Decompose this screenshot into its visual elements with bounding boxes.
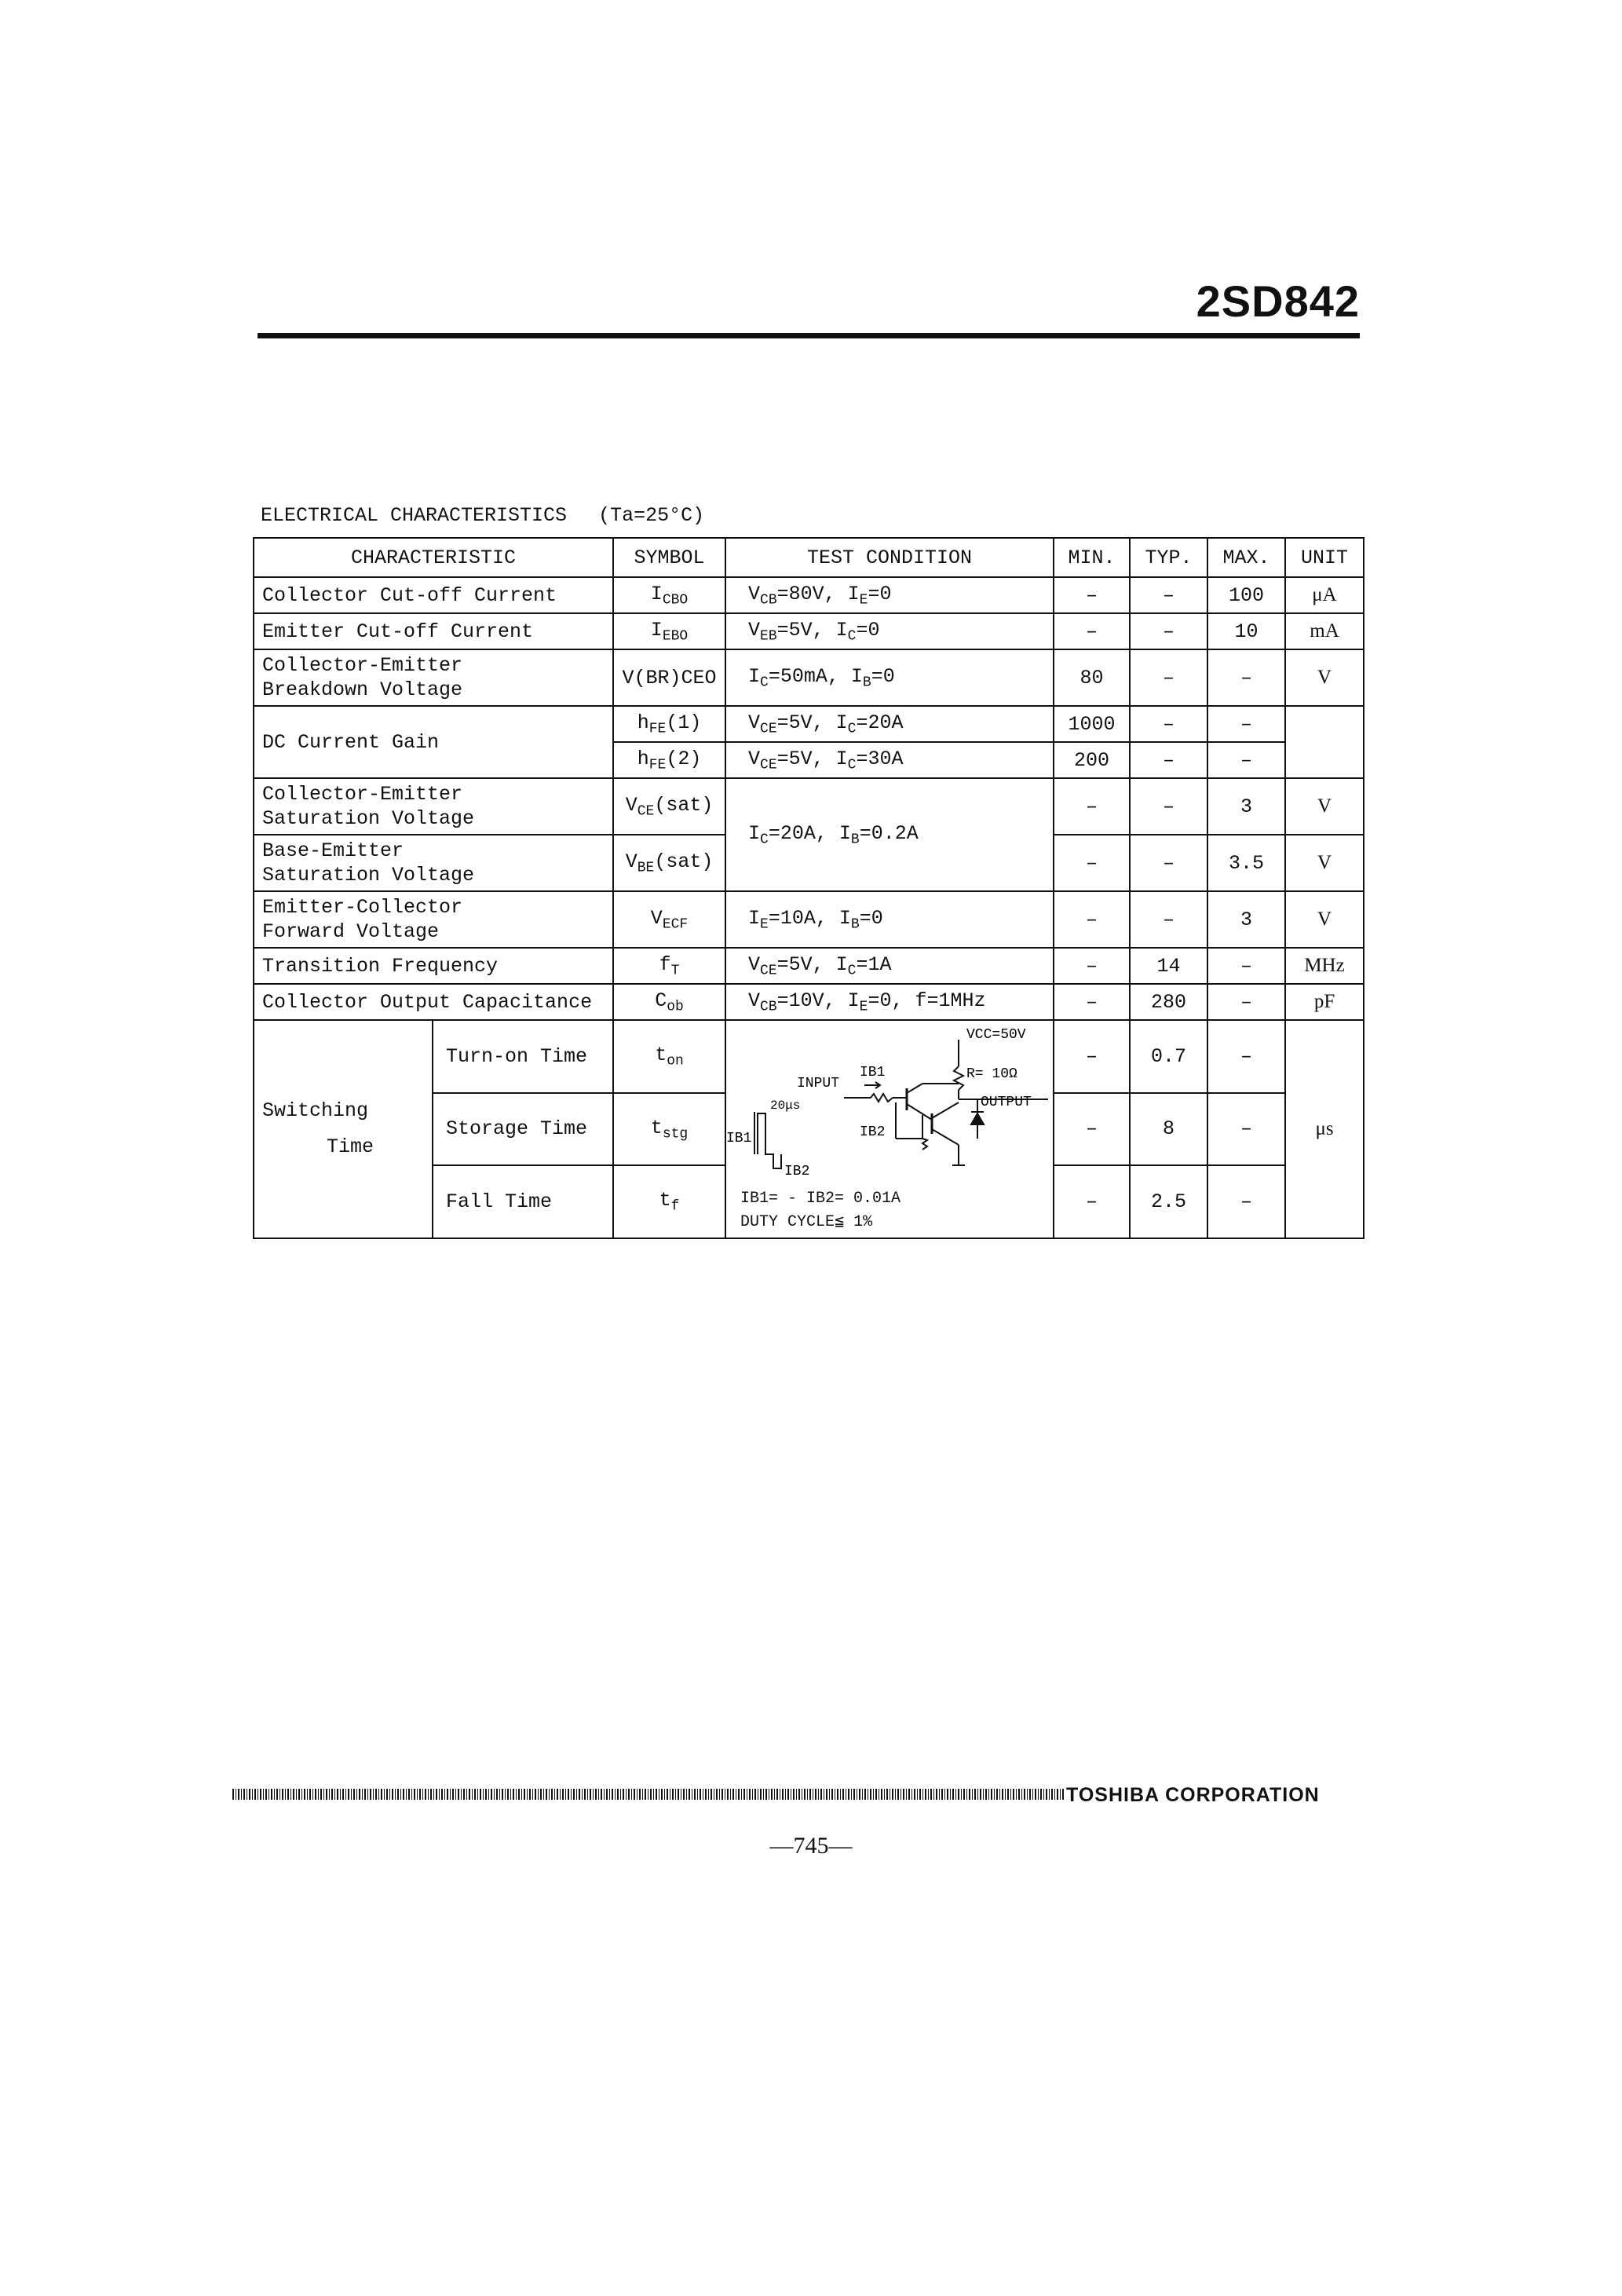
test-condition bbox=[725, 706, 1054, 742]
cond-b-sub: C bbox=[847, 628, 857, 645]
pulse-width-label: 20μs bbox=[770, 1099, 801, 1113]
symbol-sub: FE bbox=[648, 721, 667, 737]
char-name: DC Current Gain bbox=[254, 706, 613, 778]
max-value: 10 bbox=[1207, 613, 1285, 649]
test-condition bbox=[725, 577, 1054, 613]
cond-b-sub: C bbox=[847, 963, 857, 979]
symbol bbox=[613, 948, 725, 984]
symbol-sub: T bbox=[670, 963, 680, 979]
unit: V bbox=[1285, 778, 1364, 835]
header-min: MIN. bbox=[1054, 538, 1130, 577]
footer-company: TOSHIBA CORPORATION bbox=[1066, 1784, 1320, 1806]
char-name-line-2: Saturation Voltage bbox=[262, 807, 475, 830]
symbol-main: V bbox=[625, 850, 637, 873]
cond-c: =30A bbox=[856, 747, 904, 770]
typ-value: – bbox=[1130, 613, 1207, 649]
typ-value: 280 bbox=[1130, 984, 1207, 1020]
max-value: 3 bbox=[1207, 778, 1285, 835]
cond-a-sub: EB bbox=[760, 628, 777, 645]
min-value: – bbox=[1054, 891, 1130, 948]
cond-b: =80V, I bbox=[776, 582, 860, 605]
char-name-line-1: Collector-Emitter bbox=[262, 783, 463, 806]
vcc-label: VCC=50V bbox=[966, 1027, 1026, 1043]
max-value: 3.5 bbox=[1207, 835, 1285, 891]
header-symbol: SYMBOL bbox=[613, 538, 725, 577]
cond-a: I bbox=[748, 821, 761, 845]
symbol-tail: (sat) bbox=[654, 850, 714, 873]
test-condition bbox=[725, 984, 1054, 1020]
cond-b-sub: E bbox=[859, 592, 868, 609]
symbol bbox=[613, 1020, 725, 1093]
cond-c: =20A bbox=[856, 711, 904, 734]
transistor-2-emitter bbox=[932, 1129, 959, 1145]
table-row bbox=[254, 948, 1364, 984]
cond-b: =20A, I bbox=[768, 821, 851, 845]
switching-note-1: IB1= - IB2= 0.01A bbox=[740, 1190, 901, 1208]
symbol bbox=[613, 1093, 725, 1166]
symbol bbox=[613, 706, 725, 742]
min-value: – bbox=[1054, 1020, 1130, 1093]
cond-c: =0 bbox=[859, 906, 883, 930]
max-value: – bbox=[1207, 1165, 1285, 1238]
cond-b: =5V, I bbox=[776, 747, 848, 770]
min-value: – bbox=[1054, 1165, 1130, 1238]
cond-a: I bbox=[748, 906, 761, 930]
char-name: Collector Output Capacitance bbox=[254, 984, 613, 1020]
output-label: OUTPUT bbox=[981, 1095, 1032, 1110]
part-number: 2SD842 bbox=[1196, 276, 1360, 326]
symbol-main: V bbox=[625, 793, 637, 817]
cond-a-sub: CB bbox=[760, 999, 777, 1015]
max-value: – bbox=[1207, 948, 1285, 984]
header-max: MAX. bbox=[1207, 538, 1285, 577]
header-test-condition: TEST CONDITION bbox=[725, 538, 1054, 577]
transistor-1-emitter bbox=[907, 1104, 932, 1120]
symbol-sub: on bbox=[667, 1053, 684, 1069]
table-row bbox=[254, 649, 1364, 706]
min-value: 200 bbox=[1054, 742, 1130, 778]
char-name bbox=[254, 778, 613, 835]
diode-symbol bbox=[971, 1113, 984, 1124]
table-row bbox=[254, 613, 1364, 649]
switching-notes bbox=[726, 1187, 901, 1234]
symbol bbox=[613, 984, 725, 1020]
ib1-waveform-label: IB1 bbox=[726, 1131, 752, 1146]
cond-a-sub: CE bbox=[760, 721, 777, 737]
unit: mA bbox=[1285, 613, 1364, 649]
header-rule bbox=[258, 333, 1360, 338]
switching-group-label bbox=[254, 1020, 433, 1238]
cond-a-sub: E bbox=[760, 916, 769, 933]
max-value: – bbox=[1207, 742, 1285, 778]
symbol bbox=[613, 778, 725, 835]
typ-value: – bbox=[1130, 778, 1207, 835]
max-value: 100 bbox=[1207, 577, 1285, 613]
symbol-sub: CE bbox=[637, 803, 655, 820]
unit bbox=[1285, 706, 1364, 778]
char-name: Collector Cut-off Current bbox=[254, 577, 613, 613]
symbol bbox=[613, 835, 725, 891]
cond-b: =5V, I bbox=[776, 952, 848, 976]
max-value: 3 bbox=[1207, 891, 1285, 948]
footer-barcode-rule bbox=[232, 1789, 1065, 1800]
page-number: —745— bbox=[769, 1833, 853, 1859]
cond-a-sub: CE bbox=[760, 757, 777, 773]
cond-c: =0 bbox=[868, 582, 892, 605]
symbol-main: t bbox=[655, 1044, 667, 1067]
header-typ: TYP. bbox=[1130, 538, 1207, 577]
max-value: – bbox=[1207, 706, 1285, 742]
char-name-line-1: Emitter-Collector bbox=[262, 896, 463, 919]
symbol-main: t bbox=[659, 1189, 671, 1212]
max-value: – bbox=[1207, 1093, 1285, 1166]
typ-value: – bbox=[1130, 891, 1207, 948]
cond-b-sub: C bbox=[847, 757, 857, 773]
symbol-main: I bbox=[650, 618, 663, 642]
char-name-line-2: Saturation Voltage bbox=[262, 864, 475, 887]
table-row bbox=[254, 1020, 1364, 1093]
switching-label-line-2: Time bbox=[327, 1135, 374, 1158]
cond-a-sub: CE bbox=[760, 963, 777, 979]
min-value: 80 bbox=[1054, 649, 1130, 706]
cond-b: =10V, I bbox=[776, 989, 860, 1012]
symbol-sub: EBO bbox=[662, 628, 689, 645]
input-pulse bbox=[758, 1113, 781, 1168]
char-name: Transition Frequency bbox=[254, 948, 613, 984]
test-condition bbox=[725, 649, 1054, 706]
cond-b-sub: B bbox=[850, 916, 860, 933]
max-value: – bbox=[1207, 984, 1285, 1020]
char-name: Emitter Cut-off Current bbox=[254, 613, 613, 649]
section-title-text: ELECTRICAL CHARACTERISTICS bbox=[261, 504, 568, 527]
header-characteristic: CHARACTERISTIC bbox=[254, 538, 613, 577]
test-condition bbox=[725, 948, 1054, 984]
input-label: INPUT bbox=[797, 1076, 840, 1091]
symbol bbox=[613, 577, 725, 613]
cond-b-sub: C bbox=[847, 721, 857, 737]
typ-value: – bbox=[1130, 835, 1207, 891]
max-value: – bbox=[1207, 649, 1285, 706]
cond-a: V bbox=[748, 989, 761, 1012]
typ-value: 14 bbox=[1130, 948, 1207, 984]
unit: μs bbox=[1285, 1020, 1364, 1238]
cond-b: =5V, I bbox=[776, 618, 848, 642]
cond-b-sub: E bbox=[859, 999, 868, 1015]
symbol-sub: ECF bbox=[662, 916, 689, 933]
symbol bbox=[613, 891, 725, 948]
ib2-waveform-label: IB2 bbox=[784, 1164, 810, 1179]
transistor-1-collector bbox=[907, 1084, 922, 1093]
table-row bbox=[254, 577, 1364, 613]
cond-a-sub: C bbox=[760, 675, 769, 691]
symbol-sub: stg bbox=[662, 1126, 689, 1143]
min-value: 1000 bbox=[1054, 706, 1130, 742]
switching-circuit-area bbox=[726, 1021, 1053, 1238]
unit: V bbox=[1285, 835, 1364, 891]
cond-a: V bbox=[748, 582, 761, 605]
typ-value: 0.7 bbox=[1130, 1020, 1207, 1093]
symbol bbox=[613, 613, 725, 649]
char-name bbox=[254, 891, 613, 948]
table-row bbox=[254, 984, 1364, 1020]
min-value: – bbox=[1054, 984, 1130, 1020]
switching-test-circuit bbox=[726, 1021, 1053, 1184]
symbol-main: h bbox=[637, 747, 649, 770]
base-resistor bbox=[871, 1094, 893, 1102]
symbol-main: C bbox=[655, 989, 667, 1012]
char-name: Turn-on Time bbox=[433, 1020, 613, 1093]
load-label: R= 10Ω bbox=[966, 1066, 1017, 1082]
header-row bbox=[254, 538, 1364, 577]
switching-test-circuit-cell bbox=[725, 1020, 1054, 1238]
cond-b-sub: B bbox=[862, 675, 871, 691]
symbol bbox=[613, 742, 725, 778]
symbol-main: I bbox=[650, 582, 663, 605]
unit: V bbox=[1285, 649, 1364, 706]
min-value: – bbox=[1054, 613, 1130, 649]
typ-value: – bbox=[1130, 742, 1207, 778]
symbol-tail: (2) bbox=[666, 747, 702, 770]
cond-c: =1A bbox=[856, 952, 892, 976]
char-name: Storage Time bbox=[433, 1093, 613, 1166]
load-resistor bbox=[954, 1066, 963, 1090]
cond-a-sub: CB bbox=[760, 592, 777, 609]
cond-b: =50mA, I bbox=[768, 664, 863, 688]
switching-label-line-1: Switching bbox=[262, 1099, 369, 1122]
symbol-main: f bbox=[659, 952, 671, 976]
symbol: V(BR)CEO bbox=[613, 649, 725, 706]
unit: V bbox=[1285, 891, 1364, 948]
typ-value: – bbox=[1130, 649, 1207, 706]
cond-c: =0 bbox=[871, 664, 895, 688]
cond-a: V bbox=[748, 747, 761, 770]
min-value: – bbox=[1054, 1093, 1130, 1166]
char-name-line-1: Base-Emitter bbox=[262, 839, 404, 862]
test-condition bbox=[725, 778, 1054, 891]
cond-c: =0.2A bbox=[859, 821, 919, 845]
symbol-sub: BE bbox=[637, 860, 655, 876]
symbol-tail: (1) bbox=[666, 711, 702, 734]
unit: pF bbox=[1285, 984, 1364, 1020]
typ-value: – bbox=[1130, 706, 1207, 742]
char-name bbox=[254, 835, 613, 891]
ib2-label: IB2 bbox=[860, 1124, 886, 1140]
symbol-main: t bbox=[650, 1116, 663, 1139]
table-row bbox=[254, 778, 1364, 835]
table-row bbox=[254, 891, 1364, 948]
test-condition bbox=[725, 891, 1054, 948]
typ-value: 8 bbox=[1130, 1093, 1207, 1166]
electrical-characteristics-table bbox=[253, 537, 1364, 1239]
test-condition bbox=[725, 742, 1054, 778]
transistor-2-collector bbox=[932, 1102, 959, 1118]
cond-a: I bbox=[748, 664, 761, 688]
min-value: – bbox=[1054, 835, 1130, 891]
cond-a: V bbox=[748, 618, 761, 642]
table-row bbox=[254, 706, 1364, 742]
b-e-resistor bbox=[922, 1139, 927, 1150]
symbol-main: V bbox=[650, 906, 663, 930]
cond-a-sub: C bbox=[760, 832, 769, 848]
section-condition: (Ta=25°C) bbox=[598, 504, 705, 527]
cond-b-sub: B bbox=[850, 832, 860, 848]
test-condition bbox=[725, 613, 1054, 649]
char-name-line-2: Forward Voltage bbox=[262, 920, 440, 943]
section-title bbox=[261, 504, 704, 527]
cond-b: =5V, I bbox=[776, 711, 848, 734]
cond-c: =0, f=1MHz bbox=[868, 989, 986, 1012]
cond-b: =10A, I bbox=[768, 906, 851, 930]
symbol-sub: CBO bbox=[662, 592, 689, 609]
symbol-tail: (sat) bbox=[654, 793, 714, 817]
max-value: – bbox=[1207, 1020, 1285, 1093]
symbol-main: h bbox=[637, 711, 649, 734]
char-name: Fall Time bbox=[433, 1165, 613, 1238]
char-name-line-1: Collector-Emitter bbox=[262, 654, 463, 677]
unit: MHz bbox=[1285, 948, 1364, 984]
min-value: – bbox=[1054, 948, 1130, 984]
cond-c: =0 bbox=[856, 618, 880, 642]
symbol-sub: ob bbox=[667, 999, 684, 1015]
typ-value: 2.5 bbox=[1130, 1165, 1207, 1238]
char-name-line-2: Breakdown Voltage bbox=[262, 678, 463, 701]
symbol bbox=[613, 1165, 725, 1238]
min-value: – bbox=[1054, 778, 1130, 835]
symbol-sub: FE bbox=[648, 757, 667, 773]
switching-note-2: DUTY CYCLE≦ 1% bbox=[740, 1213, 873, 1231]
char-name bbox=[254, 649, 613, 706]
unit: μA bbox=[1285, 577, 1364, 613]
symbol-sub: f bbox=[670, 1198, 680, 1215]
header-unit: UNIT bbox=[1285, 538, 1364, 577]
cond-a: V bbox=[748, 952, 761, 976]
typ-value: – bbox=[1130, 577, 1207, 613]
min-value: – bbox=[1054, 577, 1130, 613]
ib1-label: IB1 bbox=[860, 1065, 886, 1080]
cond-a: V bbox=[748, 711, 761, 734]
